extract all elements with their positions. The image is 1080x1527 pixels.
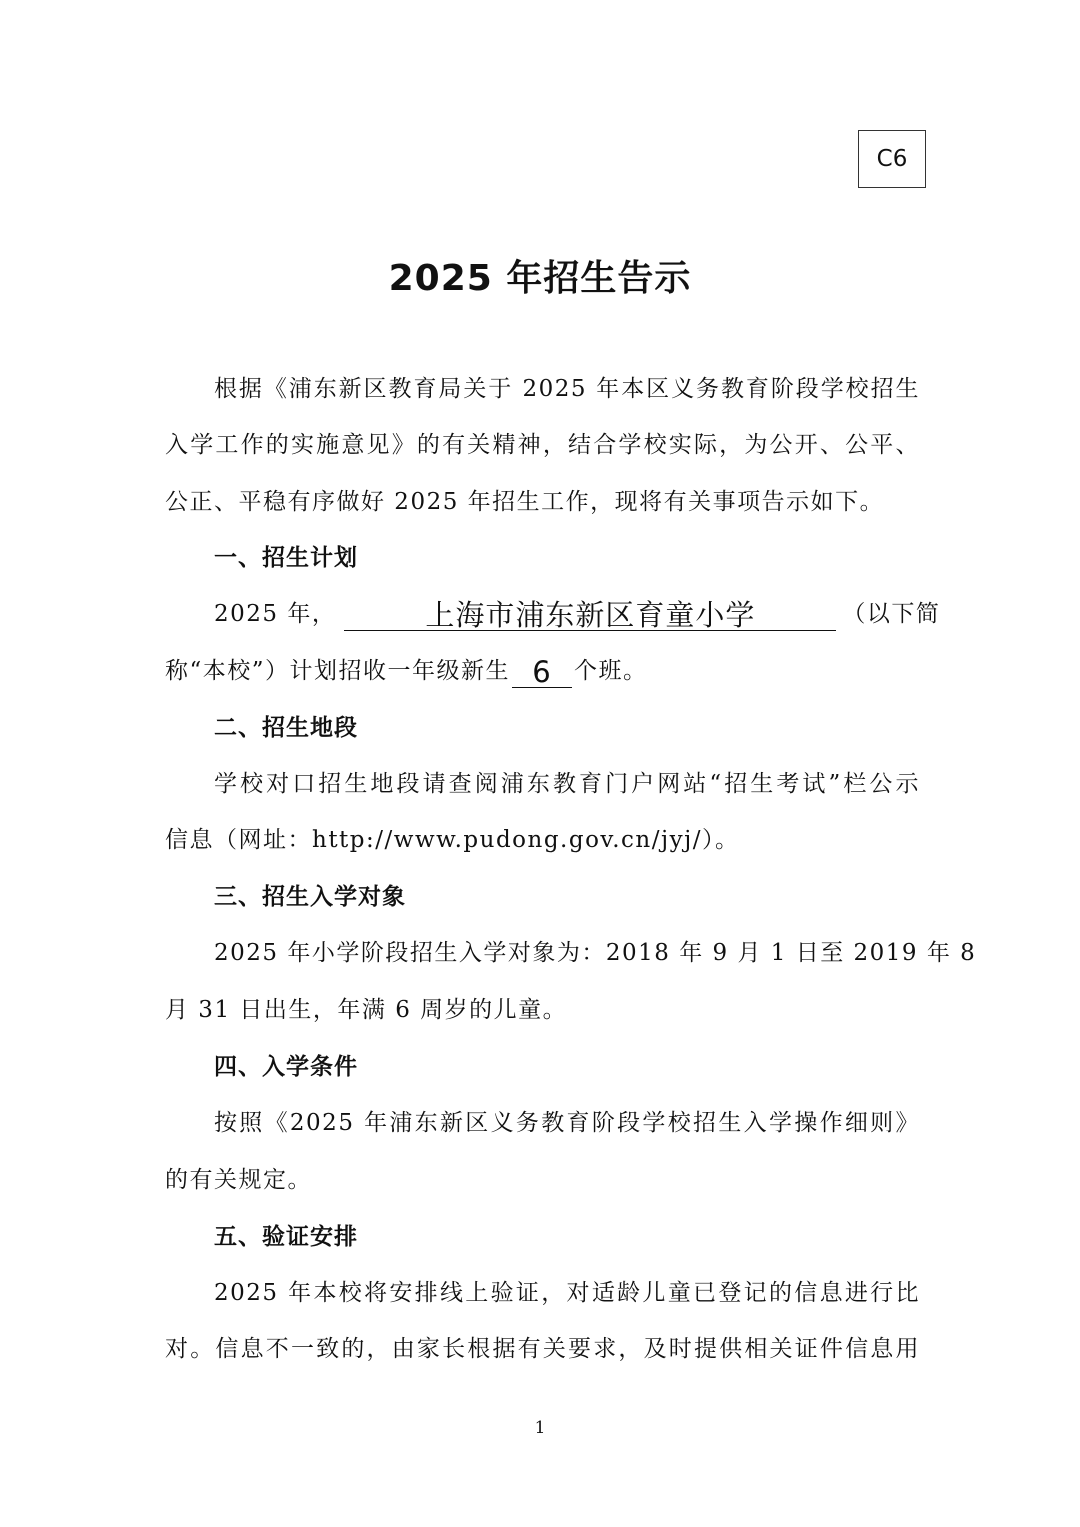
intro-line-2: 入学工作的实施意见》的有关精神，结合学校实际，为公开、公平、 (165, 432, 920, 458)
school-name-field: 上海市浦东新区育童小学 (344, 600, 836, 631)
section-heading-verification: 五、验证安排 (214, 1224, 358, 1250)
plan-line-2-prefix: 称“本校”）计划招收一年级新生 (165, 658, 511, 684)
intro-line-3: 公正、平稳有序做好 2025 年招生工作，现将有关事项告示如下。 (165, 489, 885, 515)
plan-line-1-suffix: （以下简 (842, 601, 941, 627)
plan-line-2-suffix: 个班。 (574, 658, 648, 684)
plan-line-1-prefix: 2025 年， (214, 601, 337, 627)
class-count-field: 6 (512, 657, 572, 688)
page-number: 1 (534, 1418, 546, 1438)
section-heading-plan: 一、招生计划 (214, 545, 358, 571)
section-heading-area: 二、招生地段 (214, 715, 358, 741)
area-line-1: 学校对口招生地段请查阅浦东教育门户网站“招生考试”栏公示 (214, 771, 920, 797)
section-heading-target: 三、招生入学对象 (214, 884, 406, 910)
conditions-line-2: 的有关规定。 (165, 1167, 312, 1193)
document-code-box: C6 (858, 130, 926, 188)
verification-line-2: 对。信息不一致的，由家长根据有关要求，及时提供相关证件信息用 (165, 1336, 920, 1362)
page-title: 2025 年招生告示 (388, 258, 692, 299)
section-heading-conditions: 四、入学条件 (214, 1054, 358, 1080)
verification-line-1: 2025 年本校将安排线上验证，对适龄儿童已登记的信息进行比 (214, 1280, 920, 1306)
plan-line-1 (214, 597, 941, 632)
plan-line-2 (165, 654, 920, 688)
target-line-1: 2025 年小学阶段招生入学对象为：2018 年 9 月 1 日至 2019 年 8 (214, 940, 977, 966)
conditions-line-1: 按照《2025 年浦东新区义务教育阶段学校招生入学操作细则》 (214, 1110, 920, 1136)
area-line-2: 信息（网址：http://www.pudong.gov.cn/jyj/）。 (165, 827, 740, 853)
target-line-2: 月 31 日出生，年满 6 周岁的儿童。 (165, 997, 568, 1023)
intro-line-1: 根据《浦东新区教育局关于 2025 年本区义务教育阶段学校招生 (214, 376, 920, 402)
